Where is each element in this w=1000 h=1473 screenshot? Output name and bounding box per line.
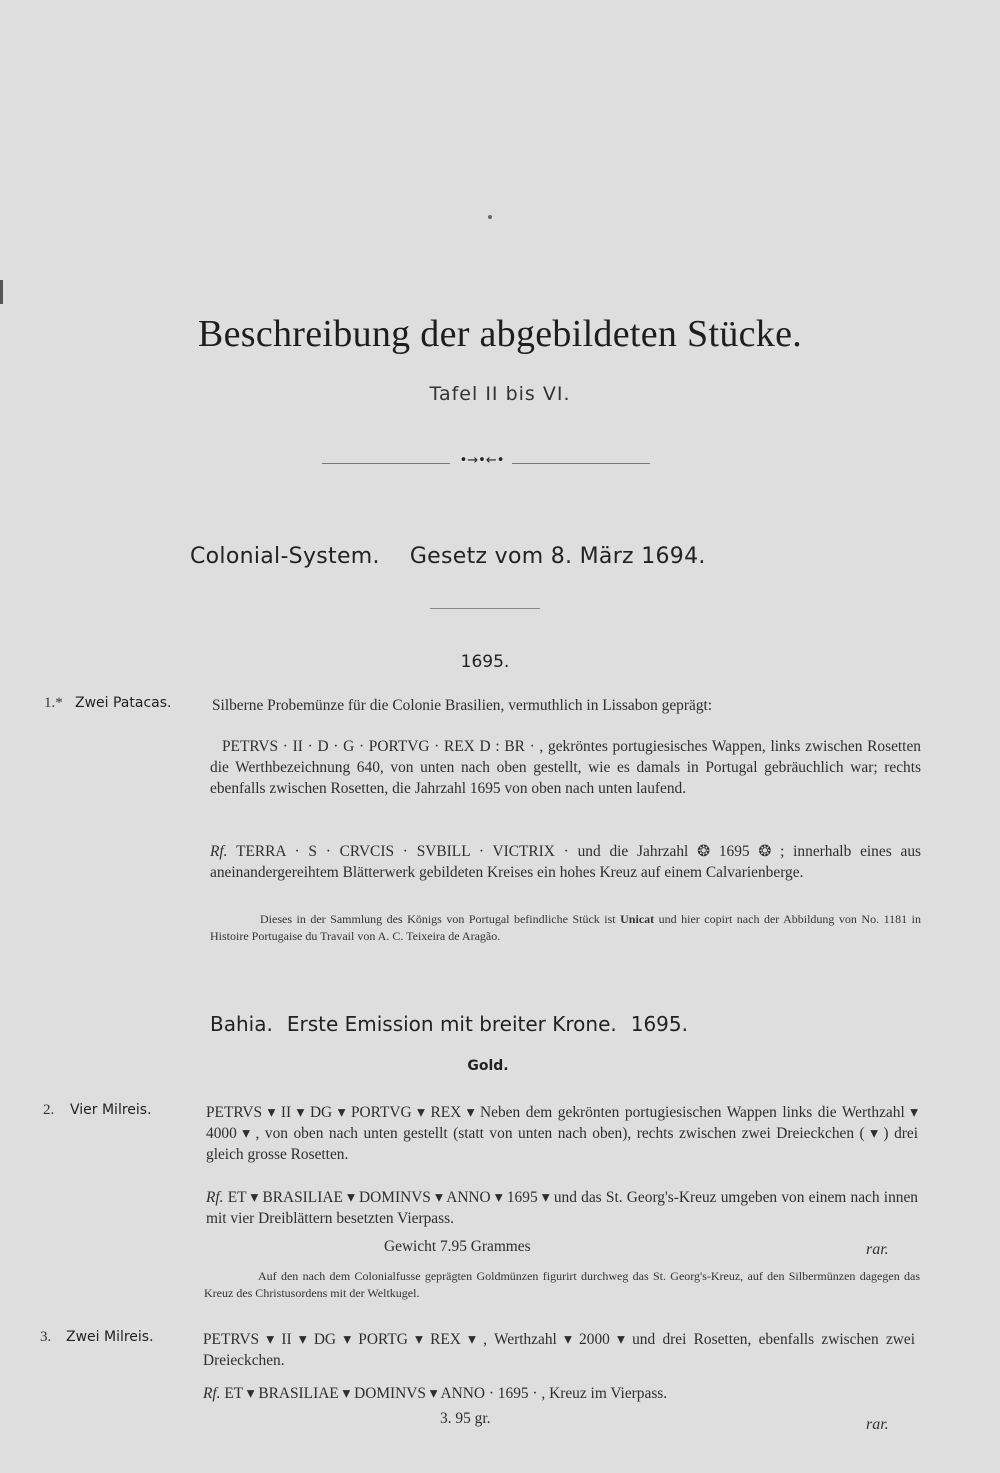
ornament-divider	[322, 453, 650, 470]
item-name: Vier Milreis.	[70, 1102, 152, 1118]
short-rule	[430, 608, 540, 609]
section-heading-part: Bahia.	[210, 1012, 273, 1036]
item-name: Zwei Patacas.	[75, 695, 172, 711]
item-number: 3.	[40, 1329, 52, 1345]
section-heading-colonial	[190, 544, 706, 569]
page-title: Beschreibung der abgebildeten Stücke.	[197, 313, 803, 355]
page-subtitle: Tafel II bis VI.	[429, 383, 571, 405]
item-name: Zwei Milreis.	[66, 1329, 154, 1345]
item-note	[210, 911, 921, 945]
ornament-line-left	[322, 463, 450, 464]
reverse-label: Rf.	[203, 1385, 221, 1402]
section-heading-part: Erste Emission mit breiter Krone.	[286, 1012, 617, 1036]
reverse-label: Rf.	[206, 1189, 224, 1206]
note-emphasis: Unicat	[620, 912, 655, 926]
reverse-label: Rf.	[210, 843, 228, 860]
item-rarity: rar.	[866, 1241, 889, 1258]
ornament-line-right	[512, 463, 650, 464]
item-reverse-description	[206, 1187, 918, 1229]
ornament-glyph: •→•←•	[459, 453, 505, 468]
page-edge-mark	[0, 280, 3, 304]
section-heading-bahia	[210, 1012, 702, 1036]
item-reverse-description	[203, 1383, 915, 1404]
page-speck	[488, 215, 492, 219]
year-heading: 1695.	[460, 652, 510, 672]
note-text: und hier copirt nach der Abbildung von No. 1181 in Histoire Portugaise du Travail von A. C. Teixeira de Aragão.	[210, 912, 921, 943]
section-heading-part: Gesetz vom 8. März 1694.	[409, 544, 706, 569]
note-text: Dieses in der Sammlung des Königs von Portugal befindliche Stück ist	[260, 912, 621, 926]
item-obverse-description: PETRVS ▾ II ▾ DG ▾ PORTVG ▾ REX ▾ Neben dem gekrönten portugiesischen Wappen links die Werthzahl ▾ 4000 ▾ , von oben nach unten gestellt (statt von unten nach oben), rechts zwischen zwei Dreieckchen ( ▾ ) drei gleich grosse Rosetten.	[206, 1104, 918, 1163]
item-obverse-description: PETRVS ▾ II ▾ DG ▾ PORTG ▾ REX ▾ , Werthzahl ▾ 2000 ▾ und drei Rosetten, ebenfalls zwischen zwei Dreieckchen.	[203, 1331, 915, 1369]
section-heading-part: 1695.	[630, 1012, 688, 1036]
item-weight: 3. 95 gr.	[440, 1410, 491, 1427]
item-weight: Gewicht 7.95 Grammes	[384, 1238, 531, 1255]
reverse-text: ET ▾ BRASILIAE ▾ DOMINVS ▾ ANNO · 1695 · , Kreuz im Vierpass.	[224, 1385, 668, 1402]
item-rarity: rar.	[866, 1416, 889, 1433]
item-reverse-description	[210, 841, 921, 883]
section-heading-part: Colonial-System.	[190, 544, 380, 569]
reverse-text: TERRA · S · CRVCIS · SVBILL · VICTRIX · und die Jahrzahl ❂ 1695 ❂ ; innerhalb eines aus aneinandergereihtem Blätterwerk gebildeten Kreises ein hohes Kreuz auf einem Calvarienberge.	[210, 843, 922, 881]
item-note: Auf den nach dem Colonialfusse geprägten Goldmünzen figurirt durchweg das St. Georg's-Kreuz, auf den Silbermünzen dagegen das Kreuz des Christusordens mit der Weltkugel.	[204, 1269, 920, 1300]
item-obverse-description: PETRVS · II · D · G · PORTVG · REX D : BR · , gekröntes portugiesisches Wappen, links zwischen Rosetten die Werthbezeichnung 640, von unten nach oben gestellt, wie es damals in Portugal gebräuchlich war; rechts ebenfalls zwischen Rosetten, die Jahrzahl 1695 von oben nach unten laufend.	[210, 738, 921, 797]
item-intro: Silberne Probemünze für die Colonie Brasilien, vermuthlich in Lissabon geprägt:	[212, 697, 713, 714]
metal-heading: Gold.	[467, 1058, 509, 1074]
reverse-text: ET ▾ BRASILIAE ▾ DOMINVS ▾ ANNO ▾ 1695 ▾ und das St. Georg's-Kreuz umgeben von einem nach innen mit vier Dreiblättern besetzten Vierpass.	[206, 1189, 918, 1227]
item-number: 2.	[43, 1102, 55, 1118]
item-number: 1.*	[44, 695, 63, 711]
